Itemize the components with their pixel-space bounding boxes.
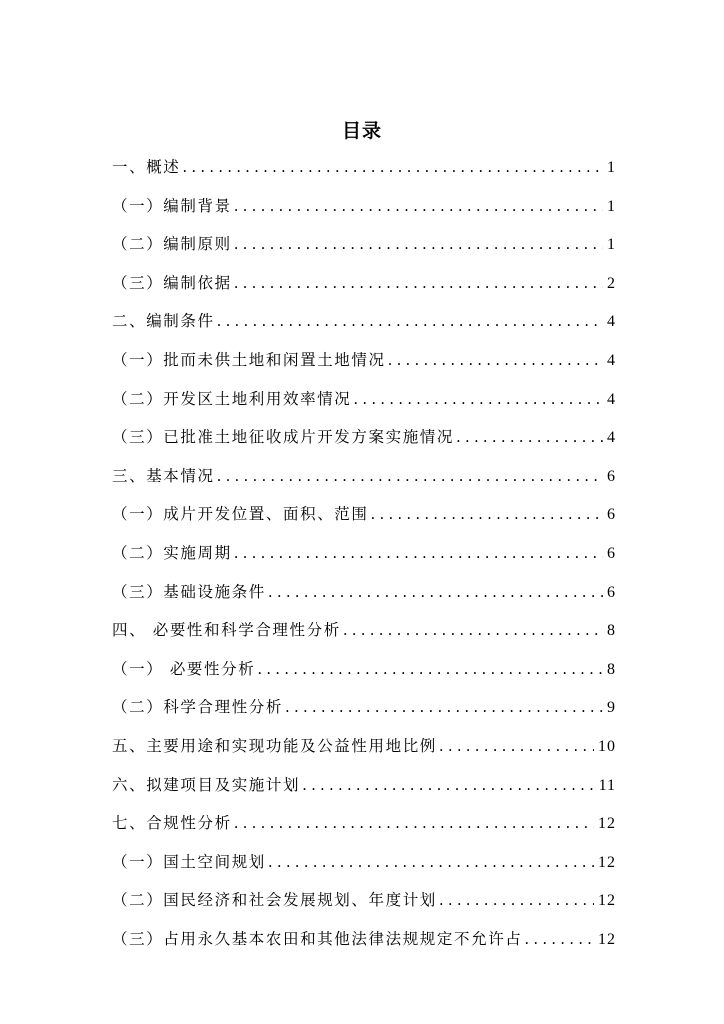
toc-entry-label: 五、主要用途和实现功能及公益性用地比例 — [112, 736, 437, 755]
toc-entry-label: 七、合规性分析 — [112, 814, 232, 833]
table-of-contents — [112, 148, 616, 958]
toc-page-number: 4 — [607, 390, 616, 408]
toc-entry-label: （一）批而未供土地和闲置土地情况 — [112, 350, 386, 369]
toc-entry[interactable] — [112, 688, 616, 727]
toc-entry-label: 四、 必要性和科学合理性分析 — [112, 621, 341, 640]
toc-entry[interactable] — [112, 457, 616, 496]
toc-dot-leader — [456, 418, 603, 457]
toc-entry-label: （二）编制原则 — [112, 235, 232, 254]
toc-page-number: 4 — [607, 313, 616, 331]
toc-entry[interactable] — [112, 187, 616, 226]
toc-dot-leader — [234, 225, 603, 264]
toc-page-number: 11 — [598, 776, 616, 794]
toc-entry-label: （二）实施周期 — [112, 543, 232, 562]
toc-entry[interactable] — [112, 495, 616, 534]
toc-dot-leader — [524, 920, 594, 959]
toc-page-number: 8 — [607, 660, 616, 678]
toc-page-number: 12 — [598, 892, 616, 910]
toc-entry[interactable] — [112, 341, 616, 380]
toc-page-number: 6 — [607, 583, 616, 601]
toc-page-number: 10 — [598, 737, 616, 755]
toc-dot-leader — [234, 804, 594, 843]
toc-dot-leader — [285, 688, 603, 727]
toc-dot-leader — [234, 534, 603, 573]
toc-page-number: 12 — [598, 930, 616, 948]
toc-entry[interactable] — [112, 766, 616, 805]
page-title: 目录 — [341, 120, 382, 142]
toc-dot-leader — [257, 650, 603, 689]
toc-dot-leader — [182, 148, 603, 187]
toc-entry[interactable] — [112, 264, 616, 303]
toc-entry-label: （一）国土空间规划 — [112, 852, 266, 871]
toc-dot-leader — [388, 341, 603, 380]
toc-entry-label: 三、基本情况 — [112, 466, 215, 485]
toc-dot-leader — [343, 611, 603, 650]
toc-entry-label: （二）科学合理性分析 — [112, 698, 284, 717]
toc-entry[interactable] — [112, 881, 616, 920]
toc-dot-leader — [268, 573, 603, 612]
toc-dot-leader — [268, 843, 594, 882]
toc-entry-label: 一、概述 — [112, 158, 181, 176]
toc-dot-leader — [302, 766, 594, 805]
toc-page-number: 6 — [607, 544, 616, 562]
toc-dot-leader — [217, 457, 603, 496]
toc-entry-label: 六、拟建项目及实施计划 — [112, 775, 301, 794]
toc-entry[interactable] — [112, 418, 616, 457]
toc-entry-label: （三）已批准土地征收成片开发方案实施情况 — [112, 428, 455, 447]
toc-page-number: 1 — [607, 236, 616, 254]
toc-entry[interactable] — [112, 380, 616, 419]
toc-entry[interactable] — [112, 650, 616, 689]
toc-dot-leader — [353, 380, 603, 419]
toc-page-number: 4 — [607, 351, 616, 369]
toc-entry-label: （一）成片开发位置、面积、范围 — [112, 505, 369, 524]
toc-dot-leader — [371, 495, 603, 534]
toc-page-number: 6 — [607, 506, 616, 524]
toc-entry-label: （一）编制背景 — [112, 196, 232, 215]
toc-entry-label: （三）编制依据 — [112, 273, 232, 292]
toc-page-number: 9 — [607, 699, 616, 717]
toc-entry[interactable] — [112, 534, 616, 573]
toc-entry-label: （三）基础设施条件 — [112, 582, 266, 601]
toc-page-number: 4 — [607, 429, 616, 447]
toc-entry-label: （二）开发区土地利用效率情况 — [112, 389, 352, 408]
toc-dot-leader — [439, 881, 594, 920]
toc-entry[interactable] — [112, 804, 616, 843]
toc-entry[interactable] — [112, 225, 616, 264]
toc-entry-label: （一） 必要性分析 — [112, 659, 256, 678]
toc-dot-leader — [234, 187, 603, 226]
toc-page-number: 12 — [598, 815, 616, 833]
toc-entry-label: （三）占用永久基本农田和其他法律法规规定不允许占 — [112, 929, 523, 948]
toc-page-number: 1 — [607, 197, 616, 215]
toc-entry[interactable] — [112, 302, 616, 341]
toc-entry[interactable] — [112, 611, 616, 650]
toc-page-number: 12 — [598, 853, 616, 871]
toc-entry-label: 二、编制条件 — [112, 312, 215, 331]
toc-entry[interactable] — [112, 573, 616, 612]
toc-dot-leader — [439, 727, 594, 766]
toc-entry[interactable] — [112, 148, 616, 187]
toc-entry-label: （二）国民经济和社会发展规划、年度计划 — [112, 891, 437, 910]
toc-page-number: 2 — [607, 274, 616, 292]
toc-entry[interactable] — [112, 920, 616, 959]
toc-page-number: 1 — [607, 159, 616, 176]
toc-dot-leader — [217, 302, 603, 341]
toc-entry[interactable] — [112, 727, 616, 766]
toc-entry[interactable] — [112, 843, 616, 882]
toc-dot-leader — [234, 264, 603, 303]
toc-page-number: 8 — [607, 622, 616, 640]
toc-page-number: 6 — [607, 467, 616, 485]
